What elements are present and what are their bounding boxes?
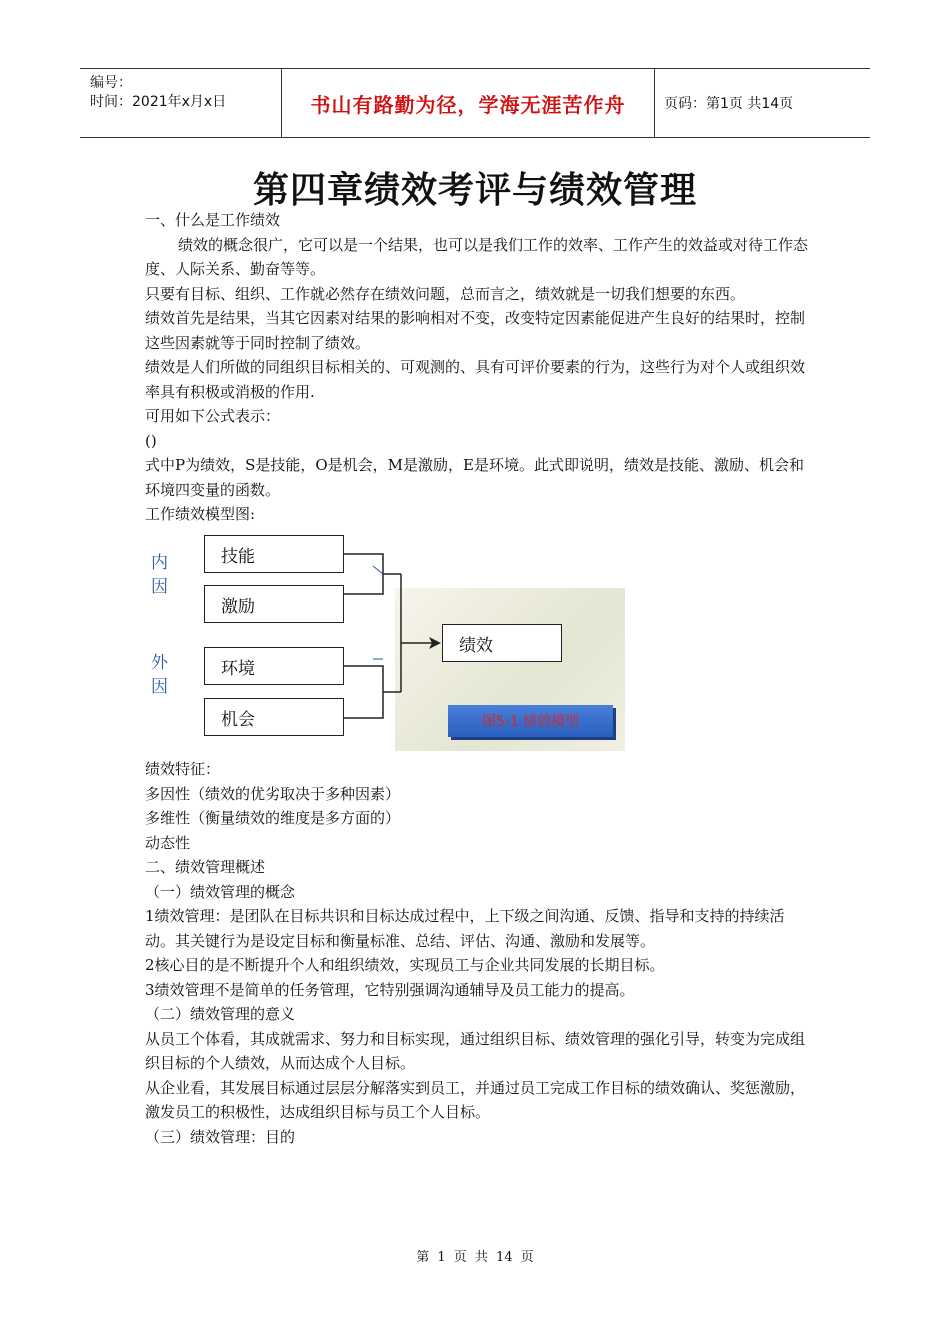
paragraph: 多维性（衡量绩效的维度是多方面的） xyxy=(145,809,401,827)
paragraph: 1绩效管理：是团队在目标共识和目标达成过程中，上下级之间沟通、反馈、指导和支持的持续活动。其关键行为是设定目标和衡量标准、总结、评估、沟通、激励和发展等。 xyxy=(145,907,785,950)
paragraph: 3绩效管理不是简单的任务管理，它特别强调沟通辅导及员工能力的提高。 xyxy=(145,980,635,999)
connector-line xyxy=(343,666,383,718)
document-header xyxy=(80,68,870,138)
paragraph: 可用如下公式表示： xyxy=(145,407,281,425)
external-factor-label: 外因 xyxy=(151,653,168,697)
paragraph: 式中P为绩效，S是技能，O是机会，M是激励，E是环境。此式即说明，绩效是技能、激励、机会和环境四变量的函数。 xyxy=(145,456,804,499)
paragraph: 只要有目标、组织、工作就必然存在绩效问题，总而言之，绩效就是一切我们想要的东西。 xyxy=(145,284,746,303)
box-motivation: 激励 xyxy=(204,585,344,623)
box-performance: 绩效 xyxy=(442,624,562,662)
paragraph: 绩效是人们所做的同组织目标相关的、可观测的、具有可评价要素的行为，这些行为对个人或组织效率具有积极或消极的作用. xyxy=(145,358,806,401)
subheading: （一）绩效管理的概念 xyxy=(145,882,296,901)
heading-2: 二、绩效管理概述 xyxy=(145,858,266,876)
paragraph: 多因性（绩效的优劣取决于多种因素） xyxy=(145,784,401,803)
paragraph: 工作绩效模型图: xyxy=(145,505,256,523)
paragraph: 从员工个体看，其成就需求、努力和目标实现，通过组织目标、绩效管理的强化引导，转变为完成组织目标的个人绩效，从而达成个人目标。 xyxy=(145,1029,806,1072)
header-meta xyxy=(80,69,280,137)
formula: () xyxy=(145,431,157,450)
paragraph: 绩效特征： xyxy=(145,760,221,778)
page-footer: 第 1 页 共 14 页 xyxy=(416,1250,534,1265)
paragraph: 动态性 xyxy=(145,833,191,852)
box-skill: 技能 xyxy=(204,535,344,573)
connector-line xyxy=(343,554,383,594)
subheading: （三）绩效管理：目的 xyxy=(145,1127,296,1146)
header-motto: 书山有路勤为径，学海无涯苦作舟 xyxy=(281,69,655,137)
paragraph: 从企业看，其发展目标通过层层分解落实到员工，并通过员工完成工作目标的绩效确认、奖惩激励，激发员工的积极性，达成组织目标与员工个人目标。 xyxy=(145,1078,806,1121)
page-title: 第四章绩效考评与绩效管理 xyxy=(252,170,697,211)
header-page-info: 页码：第1页 共14页 xyxy=(664,96,794,112)
performance-model-diagram xyxy=(145,533,625,751)
figure-caption: 图5-1 绩效模型 xyxy=(448,705,613,737)
paragraph: 绩效首先是结果，当其它因素对结果的影响相对不变，改变特定因素能促进产生良好的结果时，控制这些因素就等于同时控制了绩效。 xyxy=(145,309,806,352)
number-label: 编号： xyxy=(90,75,132,91)
body-section-2 xyxy=(145,757,810,1149)
box-opportunity: 机会 xyxy=(204,698,344,736)
internal-factor-label: 内因 xyxy=(151,553,168,597)
body-section-1 xyxy=(145,208,810,527)
paragraph: 2核心目的是不断提升个人和组织绩效，实现员工与企业共同发展的长期目标。 xyxy=(145,956,665,974)
paragraph: 绩效的概念很广，它可以是一个结果，也可以是我们工作的效率、工作产生的效益或对待工作态度、人际关系、勤奋等等。 xyxy=(145,235,809,278)
time-label: 时间：2021年x月x日 xyxy=(90,94,227,110)
heading-1: 一、什么是工作绩效 xyxy=(145,211,281,229)
subheading: （二）绩效管理的意义 xyxy=(145,1005,296,1023)
bracket-accent xyxy=(373,566,383,574)
box-environment: 环境 xyxy=(204,647,344,685)
